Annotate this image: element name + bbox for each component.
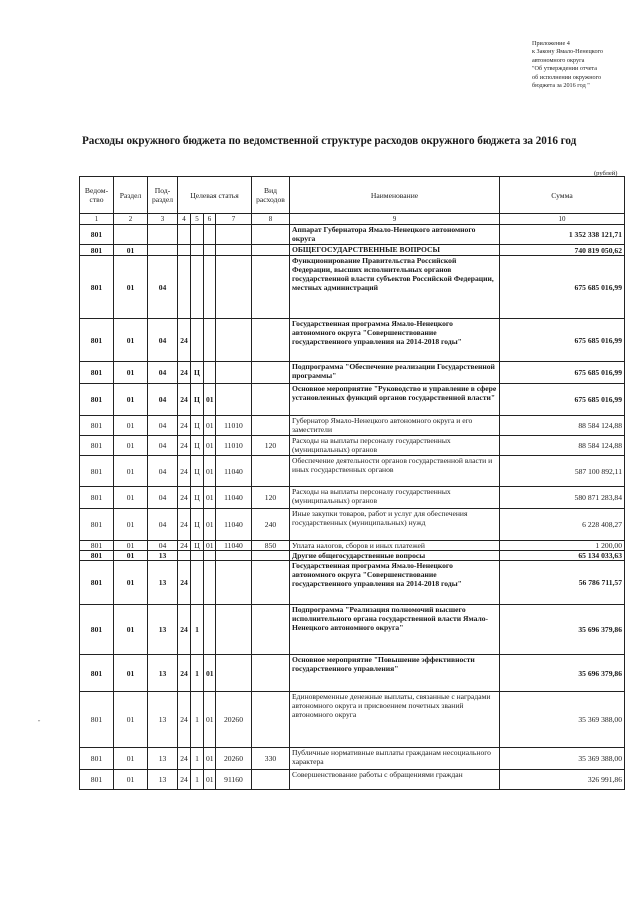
header-vid-rashodov: Вид расходов	[252, 177, 290, 214]
cell-ved: 801	[80, 770, 114, 790]
table-row	[80, 655, 625, 692]
table-row	[80, 605, 625, 655]
cell-cs1: 24	[178, 509, 191, 541]
cell-cs2: Ц	[191, 436, 204, 456]
cell-vid	[252, 416, 290, 436]
cell-cs1: 24	[178, 319, 191, 362]
cell-ved: 801	[80, 256, 114, 319]
cell-razdel: 01	[114, 362, 148, 384]
cell-name: Государственная программа Ямало-Ненецкого автономного округа "Совершенствование государственного управления на 2014-2018 годы"	[290, 561, 500, 605]
table-row	[80, 225, 625, 245]
cell-sum: 6 228 408,27	[500, 509, 625, 541]
appendix-note-line: автономного округа	[532, 56, 585, 64]
cell-sum: 326 991,86	[500, 770, 625, 790]
table-row	[80, 541, 625, 551]
cell-name: Единовременные денежные выплаты, связанные с наградами автономного округа и присвоением почетных званий автономного округа	[290, 692, 500, 748]
cell-cs4	[216, 245, 252, 256]
column-number: 1	[80, 214, 114, 225]
cell-ved: 801	[80, 416, 114, 436]
cell-ved: 801	[80, 509, 114, 541]
cell-cs4: 20260	[216, 748, 252, 770]
cell-vid: 330	[252, 748, 290, 770]
cell-podr: 04	[148, 436, 178, 456]
cell-podr: 04	[148, 487, 178, 509]
cell-ved: 801	[80, 748, 114, 770]
cell-cs3	[204, 319, 216, 362]
cell-ved: 801	[80, 362, 114, 384]
cell-vid	[252, 551, 290, 561]
cell-vid	[252, 319, 290, 362]
cell-cs3	[204, 225, 216, 245]
cell-razdel: 01	[114, 541, 148, 551]
cell-cs4: 11040	[216, 509, 252, 541]
cell-cs2: Ц	[191, 487, 204, 509]
table-row	[80, 748, 625, 770]
cell-cs3: 01	[204, 655, 216, 692]
cell-cs1: 24	[178, 416, 191, 436]
cell-podr: 04	[148, 362, 178, 384]
cell-sum: 675 685 016,99	[500, 256, 625, 319]
cell-podr: 13	[148, 561, 178, 605]
appendix-note	[532, 40, 632, 90]
column-number: 6	[204, 214, 216, 225]
cell-vid: 850	[252, 541, 290, 551]
cell-cs4: 11010	[216, 436, 252, 456]
cell-name: Публичные нормативные выплаты гражданам несоциального характера	[290, 748, 500, 770]
cell-razdel: 01	[114, 487, 148, 509]
cell-vid	[252, 655, 290, 692]
cell-cs1	[178, 225, 191, 245]
cell-cs4: 11040	[216, 541, 252, 551]
currency-unit: (рублей)	[594, 170, 618, 177]
cell-cs4: 20260	[216, 692, 252, 748]
cell-cs2: 1	[191, 770, 204, 790]
cell-podr: 04	[148, 509, 178, 541]
cell-cs4: 11010	[216, 416, 252, 436]
cell-cs1	[178, 551, 191, 561]
appendix-note-line: бюджета за 2016 год "	[532, 82, 590, 90]
cell-cs2: Ц	[191, 362, 204, 384]
table-row	[80, 692, 625, 748]
cell-ved: 801	[80, 561, 114, 605]
cell-cs4	[216, 256, 252, 319]
column-number: 3	[148, 214, 178, 225]
table-row	[80, 384, 625, 416]
cell-ved: 801	[80, 605, 114, 655]
cell-cs4: 91160	[216, 770, 252, 790]
cell-sum: 35 369 388,00	[500, 692, 625, 748]
cell-sum: 35 369 388,00	[500, 748, 625, 770]
cell-sum: 35 696 379,86	[500, 605, 625, 655]
cell-cs1: 24	[178, 362, 191, 384]
cell-cs2: Ц	[191, 416, 204, 436]
cell-cs4	[216, 384, 252, 416]
table-row	[80, 245, 625, 256]
cell-sum: 740 819 050,62	[500, 245, 625, 256]
cell-name: Расходы на выплаты персоналу государственных (муниципальных) органов	[290, 436, 500, 456]
header-summa: Сумма	[500, 177, 625, 214]
cell-sum: 35 696 379,86	[500, 655, 625, 692]
cell-sum: 65 134 033,63	[500, 551, 625, 561]
column-number: 7	[216, 214, 252, 225]
cell-razdel: 01	[114, 655, 148, 692]
cell-cs1	[178, 256, 191, 319]
table-row	[80, 551, 625, 561]
header-celevaya-statya: Целевая статья	[178, 177, 252, 214]
cell-sum: 1 200,00	[500, 541, 625, 551]
cell-ved: 801	[80, 655, 114, 692]
cell-cs4	[216, 605, 252, 655]
cell-podr: 04	[148, 416, 178, 436]
cell-cs2: 1	[191, 692, 204, 748]
column-number: 2	[114, 214, 148, 225]
cell-name: Иные закупки товаров, работ и услуг для обеспечения государственных (муниципальных) нужд	[290, 509, 500, 541]
cell-name: ОБЩЕГОСУДАРСТВЕННЫЕ ВОПРОСЫ	[290, 245, 500, 256]
cell-ved: 801	[80, 319, 114, 362]
cell-cs1: 24	[178, 541, 191, 551]
table-row	[80, 416, 625, 436]
cell-cs2: Ц	[191, 456, 204, 487]
cell-vid	[252, 256, 290, 319]
cell-name: Уплата налогов, сборов и иных платежей	[290, 541, 500, 551]
document-title: Расходы окружного бюджета по ведомственной структуре расходов окружного бюджета за 2016 год	[82, 135, 577, 147]
cell-cs2	[191, 319, 204, 362]
cell-podr: 04	[148, 384, 178, 416]
cell-name: Подпрограмма "Реализация полномочий высшего исполнительного органа государственной власти Ямало-Ненецкого автономного округа"	[290, 605, 500, 655]
cell-vid: 120	[252, 436, 290, 456]
cell-cs3: 01	[204, 692, 216, 748]
cell-razdel: 01	[114, 692, 148, 748]
cell-cs1: 24	[178, 456, 191, 487]
cell-ved: 801	[80, 541, 114, 551]
table-row	[80, 436, 625, 456]
cell-cs2: 1	[191, 655, 204, 692]
cell-name: Государственная программа Ямало-Ненецкого автономного округа "Совершенствование государственного управления на 2014-2018 годы"	[290, 319, 500, 362]
budget-table	[79, 176, 625, 790]
cell-podr: 13	[148, 551, 178, 561]
cell-sum: 675 685 016,99	[500, 362, 625, 384]
cell-cs2: 1	[191, 605, 204, 655]
cell-cs4	[216, 362, 252, 384]
cell-cs1: 24	[178, 748, 191, 770]
appendix-note-line: Приложение 4	[532, 40, 570, 47]
cell-cs4	[216, 319, 252, 362]
cell-cs3	[204, 245, 216, 256]
cell-cs2: Ц	[191, 384, 204, 416]
cell-razdel: 01	[114, 605, 148, 655]
cell-sum: 1 352 338 121,71	[500, 225, 625, 245]
cell-razdel: 01	[114, 416, 148, 436]
cell-cs3	[204, 561, 216, 605]
cell-razdel: 01	[114, 561, 148, 605]
cell-cs3: 01	[204, 456, 216, 487]
cell-cs3: 01	[204, 436, 216, 456]
cell-ved: 801	[80, 487, 114, 509]
cell-cs2: Ц	[191, 509, 204, 541]
scan-mark: "	[38, 720, 41, 726]
header-podrazdel: Под-раздел	[148, 177, 178, 214]
cell-ved: 801	[80, 436, 114, 456]
cell-podr: 04	[148, 256, 178, 319]
cell-cs2: Ц	[191, 541, 204, 551]
cell-cs1	[178, 245, 191, 256]
cell-podr: 13	[148, 748, 178, 770]
cell-podr: 04	[148, 541, 178, 551]
table-row	[80, 456, 625, 487]
cell-name: Совершенствование работы с обращениями граждан	[290, 770, 500, 790]
cell-podr: 13	[148, 692, 178, 748]
cell-razdel: 01	[114, 770, 148, 790]
cell-cs2	[191, 225, 204, 245]
cell-cs3	[204, 256, 216, 319]
cell-sum: 580 871 283,84	[500, 487, 625, 509]
header-vedomstvo: Ведом-ство	[80, 177, 114, 214]
cell-cs1: 24	[178, 655, 191, 692]
cell-cs4: 11040	[216, 487, 252, 509]
cell-vid	[252, 245, 290, 256]
cell-podr: 04	[148, 456, 178, 487]
cell-vid	[252, 384, 290, 416]
cell-podr	[148, 225, 178, 245]
cell-cs3: 01	[204, 416, 216, 436]
cell-razdel: 01	[114, 456, 148, 487]
cell-ved: 801	[80, 692, 114, 748]
cell-ved: 801	[80, 225, 114, 245]
appendix-note-line: "Об утверждении отчета	[532, 65, 597, 73]
header-naimenovanie: Наименование	[290, 177, 500, 214]
cell-vid	[252, 456, 290, 487]
cell-name: Основное мероприятие "Повышение эффективности государственного управления"	[290, 655, 500, 692]
cell-cs4	[216, 561, 252, 605]
cell-cs1: 24	[178, 487, 191, 509]
cell-razdel: 01	[114, 748, 148, 770]
cell-cs3: 01	[204, 509, 216, 541]
table-row	[80, 256, 625, 319]
cell-sum: 587 100 892,11	[500, 456, 625, 487]
appendix-note-line: к Закону Ямало-Ненецкого	[532, 48, 604, 56]
cell-cs2	[191, 551, 204, 561]
cell-cs3	[204, 605, 216, 655]
cell-vid	[252, 692, 290, 748]
cell-name: Функционирование Правительства Российской Федерации, высших исполнительных органов государственной власти субъектов Российской Федерации, местных администраций	[290, 256, 500, 319]
cell-name: Другие общегосударственные вопросы	[290, 551, 500, 561]
cell-vid	[252, 225, 290, 245]
column-number: 10	[500, 214, 625, 225]
cell-cs1: 24	[178, 770, 191, 790]
cell-name: Губернатор Ямало-Ненецкого автономного округа и его заместители	[290, 416, 500, 436]
cell-sum: 56 786 711,57	[500, 561, 625, 605]
cell-razdel: 01	[114, 509, 148, 541]
cell-podr	[148, 245, 178, 256]
cell-vid	[252, 605, 290, 655]
cell-ved: 801	[80, 551, 114, 561]
cell-sum: 675 685 016,99	[500, 319, 625, 362]
cell-ved: 801	[80, 245, 114, 256]
cell-name: Подпрограмма "Обеспечение реализации Государственной программы"	[290, 362, 500, 384]
header-razdel: Раздел	[114, 177, 148, 214]
cell-cs4: 11040	[216, 456, 252, 487]
cell-razdel: 01	[114, 256, 148, 319]
cell-cs1: 24	[178, 384, 191, 416]
cell-razdel	[114, 225, 148, 245]
cell-vid: 240	[252, 509, 290, 541]
cell-cs1: 24	[178, 605, 191, 655]
cell-cs3: 01	[204, 541, 216, 551]
cell-sum: 88 584 124,88	[500, 436, 625, 456]
table-row	[80, 770, 625, 790]
cell-name: Обеспечение деятельности органов государственной власти и иных государственных органов	[290, 456, 500, 487]
cell-ved: 801	[80, 384, 114, 416]
cell-cs2	[191, 245, 204, 256]
cell-cs3: 01	[204, 748, 216, 770]
table-row	[80, 487, 625, 509]
cell-podr: 13	[148, 605, 178, 655]
table-row	[80, 319, 625, 362]
cell-sum: 675 685 016,99	[500, 384, 625, 416]
cell-cs2	[191, 561, 204, 605]
cell-cs3: 01	[204, 487, 216, 509]
cell-name: Расходы на выплаты персоналу государственных (муниципальных) органов	[290, 487, 500, 509]
cell-name: Аппарат Губернатора Ямало-Ненецкого автономного округа	[290, 225, 500, 245]
cell-name: Основное мероприятие "Руководство и управление в сфере установленных функций органов государственной власти"	[290, 384, 500, 416]
cell-razdel: 01	[114, 245, 148, 256]
cell-razdel: 01	[114, 384, 148, 416]
cell-cs2	[191, 256, 204, 319]
cell-ved: 801	[80, 456, 114, 487]
cell-razdel: 01	[114, 436, 148, 456]
table-row	[80, 561, 625, 605]
cell-cs4	[216, 225, 252, 245]
cell-cs4	[216, 655, 252, 692]
column-number: 4	[178, 214, 191, 225]
cell-sum: 88 584 124,88	[500, 416, 625, 436]
cell-podr: 13	[148, 655, 178, 692]
cell-cs3	[204, 551, 216, 561]
cell-cs1: 24	[178, 561, 191, 605]
cell-cs1: 24	[178, 436, 191, 456]
table-row	[80, 362, 625, 384]
cell-cs3: 01	[204, 384, 216, 416]
table-row	[80, 509, 625, 541]
cell-vid	[252, 561, 290, 605]
cell-vid	[252, 770, 290, 790]
column-number: 9	[290, 214, 500, 225]
cell-podr: 04	[148, 319, 178, 362]
cell-vid	[252, 362, 290, 384]
cell-cs4	[216, 551, 252, 561]
cell-vid: 120	[252, 487, 290, 509]
cell-cs2: 1	[191, 748, 204, 770]
column-number: 8	[252, 214, 290, 225]
cell-cs3: 01	[204, 770, 216, 790]
cell-razdel: 01	[114, 551, 148, 561]
column-number: 5	[191, 214, 204, 225]
cell-cs3	[204, 362, 216, 384]
cell-podr: 13	[148, 770, 178, 790]
appendix-note-line: об исполнении окружного	[532, 73, 602, 81]
cell-cs1: 24	[178, 692, 191, 748]
cell-razdel: 01	[114, 319, 148, 362]
